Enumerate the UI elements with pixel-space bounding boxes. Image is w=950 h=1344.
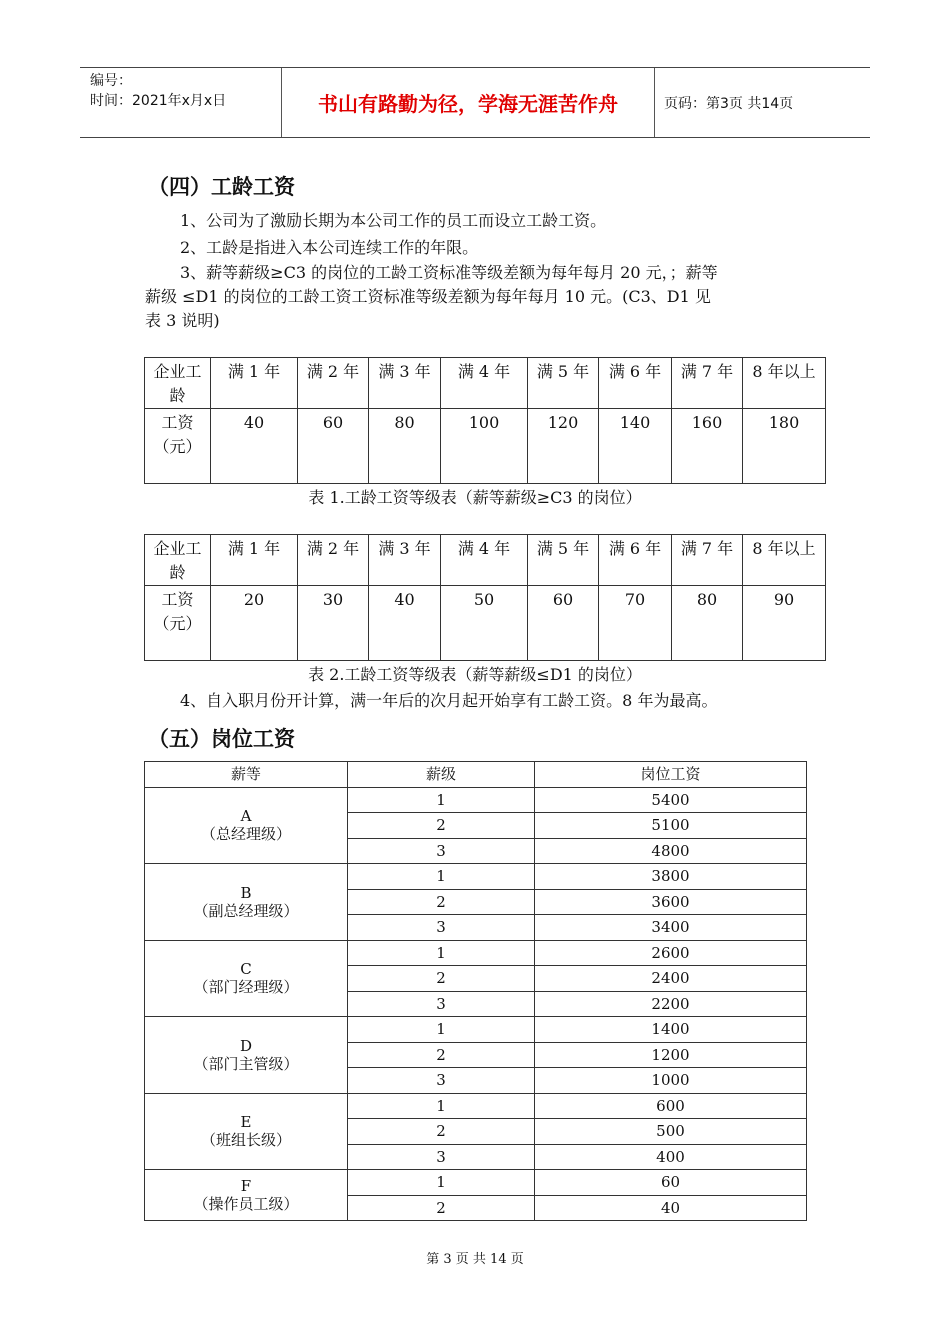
salary-cell: 1000 [535, 1068, 807, 1094]
salary-cell: 600 [535, 1093, 807, 1119]
row-header-salary: 工资（元） [145, 409, 211, 484]
column-header: 满 1 年 [211, 358, 298, 409]
grade-name: （总经理级） [200, 825, 291, 844]
salary-cell: 2600 [535, 940, 807, 966]
salary-cell: 400 [535, 1144, 807, 1170]
column-header-salary: 岗位工资 [535, 762, 807, 788]
column-header-grade: 薪等 [145, 762, 348, 788]
table-cell: 80 [672, 586, 743, 661]
header-meta [80, 68, 282, 137]
section-4-title: （四）工龄工资 [148, 175, 295, 199]
level-cell: 2 [348, 1119, 535, 1145]
grade-letter: C [240, 960, 252, 979]
header-motto: 书山有路勤为径，学海无涯苦作舟 [282, 68, 655, 137]
level-cell: 2 [348, 966, 535, 992]
level-cell: 2 [348, 1195, 535, 1221]
paragraph-4: 4、自入职月份开计算，满一年后的次月起开始享有工龄工资。8 年为最高。 [180, 691, 718, 710]
table-cell: 100 [441, 409, 528, 484]
table-header-row [145, 762, 807, 788]
table-cell: 140 [599, 409, 672, 484]
level-cell: 2 [348, 1042, 535, 1068]
table-row [145, 409, 826, 484]
grade-cell [145, 787, 348, 864]
level-cell: 1 [348, 940, 535, 966]
grade-cell [145, 1093, 348, 1170]
grade-letter: D [239, 1036, 253, 1055]
paragraph-3-line-3: 表 3 说明) [145, 311, 220, 330]
column-header: 满 2 年 [298, 358, 369, 409]
paragraph-2: 2、工龄是指进入本公司连续工作的年限。 [180, 238, 479, 257]
level-cell: 1 [348, 1170, 535, 1196]
grade-cell [145, 1017, 348, 1094]
level-cell: 1 [348, 787, 535, 813]
column-header: 满 4 年 [441, 358, 528, 409]
table-cell: 70 [599, 586, 672, 661]
level-cell: 3 [348, 991, 535, 1017]
grade-name: （操作员工级） [193, 1195, 299, 1213]
table-row [145, 787, 807, 813]
level-cell: 2 [348, 813, 535, 839]
table-2-caption: 表 2.工龄工资等级表（薪等薪级≤D1 的岗位） [308, 665, 642, 684]
grade-cell [145, 1170, 348, 1221]
table-cell: 30 [298, 586, 369, 661]
table-row [145, 864, 807, 890]
seniority-table-2 [144, 534, 826, 661]
column-header: 满 5 年 [528, 535, 599, 586]
column-header: 满 7 年 [672, 535, 743, 586]
table-cell: 160 [672, 409, 743, 484]
grade-letter: E [240, 1113, 252, 1132]
column-header: 满 3 年 [369, 358, 441, 409]
grade-name: （部门经理级） [193, 978, 299, 997]
grade-letter: F [240, 1177, 252, 1195]
grade-letter: A [240, 807, 252, 826]
salary-cell: 5400 [535, 787, 807, 813]
table-row [145, 1170, 807, 1196]
level-cell: 3 [348, 1068, 535, 1094]
table-cell: 40 [211, 409, 298, 484]
table-cell: 60 [298, 409, 369, 484]
table-cell: 120 [528, 409, 599, 484]
grade-cell [145, 864, 348, 941]
row-header-seniority: 企业工龄 [145, 535, 211, 586]
grade-cell [145, 940, 348, 1017]
page-header [80, 67, 870, 138]
row-header-seniority: 企业工龄 [145, 358, 211, 409]
salary-cell: 60 [535, 1170, 807, 1196]
serial-label: 编号： [90, 73, 132, 89]
table-1-caption: 表 1.工龄工资等级表（薪等薪级≥C3 的岗位） [308, 488, 642, 507]
salary-cell: 1400 [535, 1017, 807, 1043]
column-header: 8 年以上 [743, 535, 826, 586]
table-cell: 60 [528, 586, 599, 661]
page-footer: 第 3 页 共 14 页 [426, 1252, 524, 1267]
column-header: 满 2 年 [298, 535, 369, 586]
salary-cell: 3400 [535, 915, 807, 941]
salary-cell: 500 [535, 1119, 807, 1145]
table-cell: 80 [369, 409, 441, 484]
table-row [145, 358, 826, 409]
salary-cell: 3800 [535, 864, 807, 890]
column-header: 8 年以上 [743, 358, 826, 409]
row-header-salary: 工资（元） [145, 586, 211, 661]
column-header-level: 薪级 [348, 762, 535, 788]
table-row [145, 1093, 807, 1119]
table-cell: 40 [369, 586, 441, 661]
table-row [145, 586, 826, 661]
level-cell: 1 [348, 864, 535, 890]
column-header: 满 4 年 [441, 535, 528, 586]
table-cell: 50 [441, 586, 528, 661]
salary-cell: 2200 [535, 991, 807, 1017]
salary-cell: 5100 [535, 813, 807, 839]
salary-cell: 3600 [535, 889, 807, 915]
grade-letter: B [240, 883, 252, 902]
table-cell: 20 [211, 586, 298, 661]
level-cell: 3 [348, 838, 535, 864]
time-label: 时间：2021年x月x日 [90, 93, 227, 109]
column-header: 满 3 年 [369, 535, 441, 586]
salary-cell: 1200 [535, 1042, 807, 1068]
salary-cell: 40 [535, 1195, 807, 1221]
table-cell: 180 [743, 409, 826, 484]
position-salary-table [144, 761, 807, 1221]
seniority-table-1 [144, 357, 826, 484]
section-5-title: （五）岗位工资 [148, 727, 295, 751]
level-cell: 1 [348, 1017, 535, 1043]
header-page-number: 页码：第3页 共14页 [664, 95, 794, 112]
paragraph-3-line-1: 3、薪等薪级≥C3 的岗位的工龄工资标准等级差额为每年每月 20 元，；薪等 [180, 263, 718, 282]
level-cell: 3 [348, 915, 535, 941]
salary-cell: 4800 [535, 838, 807, 864]
column-header: 满 6 年 [599, 358, 672, 409]
table-row [145, 940, 807, 966]
table-row [145, 535, 826, 586]
column-header: 满 5 年 [528, 358, 599, 409]
salary-cell: 2400 [535, 966, 807, 992]
table-cell: 90 [743, 586, 826, 661]
level-cell: 3 [348, 1144, 535, 1170]
paragraph-1: 1、公司为了激励长期为本公司工作的员工而设立工龄工资。 [180, 211, 607, 230]
column-header: 满 1 年 [211, 535, 298, 586]
paragraph-3-line-2: 薪级 ≤D1 的岗位的工龄工资工资标准等级差额为每年每月 10 元。(C3、D1 见 [145, 287, 711, 306]
column-header: 满 6 年 [599, 535, 672, 586]
table-row [145, 1017, 807, 1043]
level-cell: 1 [348, 1093, 535, 1119]
level-cell: 2 [348, 889, 535, 915]
grade-name: （班组长级） [200, 1131, 291, 1150]
column-header: 满 7 年 [672, 358, 743, 409]
grade-name: （副总经理级） [193, 901, 299, 920]
grade-name: （部门主管级） [193, 1054, 299, 1073]
